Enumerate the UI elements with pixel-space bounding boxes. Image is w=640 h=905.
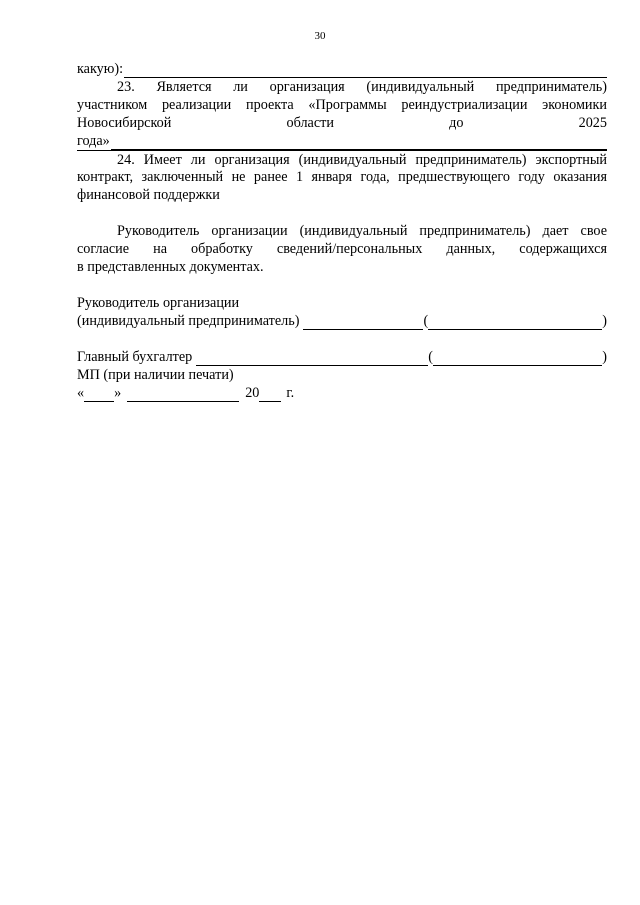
accountant-signature-row: [77, 348, 607, 366]
accountant-signature-blank: [196, 352, 428, 366]
head-open-paren: (: [423, 313, 429, 329]
item-24-line-2: контракт, заключенный не ранее 1 января года, предшествующего году оказания: [77, 169, 607, 185]
item-23-line-4: [77, 132, 607, 150]
document-body: [77, 60, 607, 402]
year-suffix: г.: [286, 385, 295, 401]
consent-line-2: согласие на обработку сведений/персональных данных, содержащихся: [77, 241, 607, 257]
accountant-name-blank: [433, 352, 602, 366]
accountant-close-paren: ): [602, 349, 607, 365]
consent-line-3: в представленных документах.: [77, 259, 264, 275]
head-name-blank: [428, 316, 602, 330]
fill-line: [124, 64, 607, 78]
head-label-2: (индивидуальный предприниматель): [77, 313, 300, 329]
head-label-1: Руководитель организации: [77, 295, 240, 311]
item-24-line-3: финансовой поддержки: [77, 187, 220, 203]
item-24-line-1: 24. Имеет ли организация (индивидуальный предприниматель) экспортный: [77, 150, 607, 168]
page-number: 30: [314, 30, 326, 42]
date-close-quote: »: [114, 385, 122, 401]
item-23-line-1: 23. Является ли организация (индивидуальный предприниматель): [117, 79, 607, 95]
head-close-paren: ): [602, 313, 607, 329]
year-prefix: 20: [245, 385, 260, 401]
item-23-line-3: Новосибирской области до 2025: [77, 115, 607, 131]
head-signature-blank: [303, 316, 423, 330]
date-row: [77, 384, 607, 402]
year-blank: [259, 388, 281, 402]
stamp-line: МП (при наличии печати): [77, 367, 234, 383]
month-blank: [127, 388, 239, 402]
item-22-tail: [77, 60, 607, 78]
item-23-line-2: участником реализации проекта «Программы реиндустриализации экономики: [77, 97, 607, 113]
day-blank: [84, 388, 114, 402]
fill-line: [111, 136, 607, 150]
head-signature-row: [77, 312, 607, 330]
item-22-label: какую):: [77, 61, 124, 77]
accountant-open-paren: (: [428, 349, 433, 365]
date-open-quote: «: [77, 385, 85, 401]
item-23-label: года»: [77, 133, 110, 149]
accountant-label: Главный бухгалтер: [77, 349, 193, 365]
consent-line-1: Руководитель организации (индивидуальный предприниматель) дает свое: [117, 223, 607, 239]
